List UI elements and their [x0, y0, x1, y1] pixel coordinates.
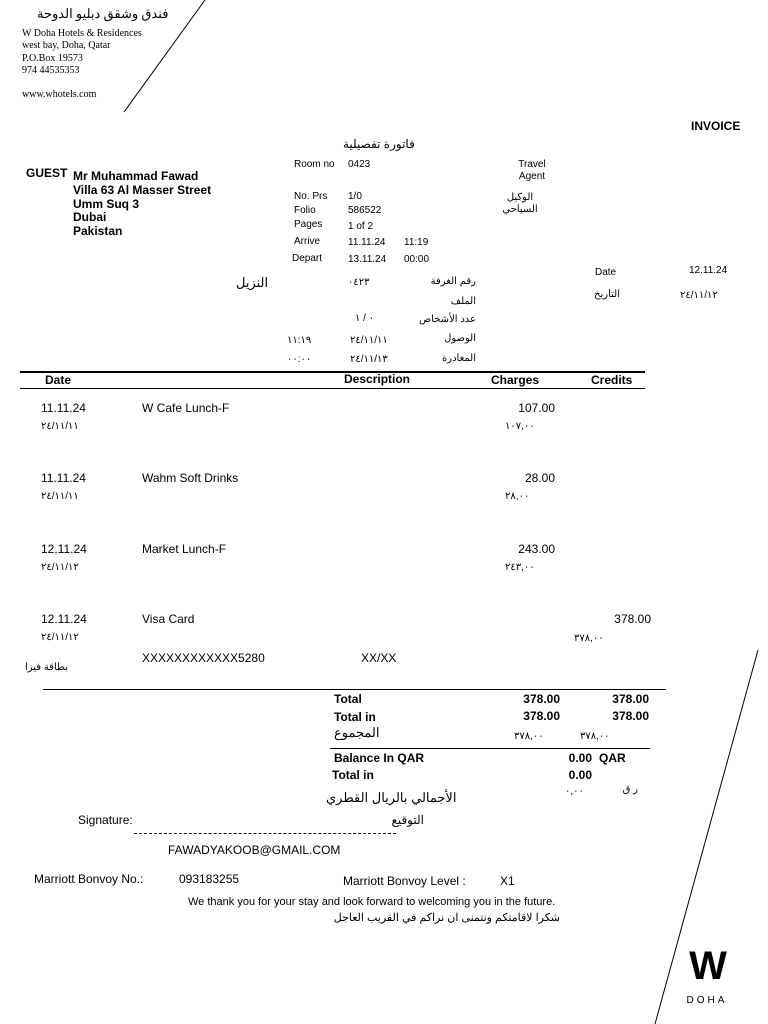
row-date: 11.11.24 [41, 401, 86, 415]
guest-address-line: Villa 63 Al Masser Street [73, 183, 212, 197]
persons-value-arabic: ٠ / ١ [355, 313, 375, 324]
row-credit-arabic: ٣٧٨,٠٠ [574, 633, 604, 644]
w-logo-city: DOHA [686, 995, 728, 1006]
row-description: Visa Card [142, 612, 195, 626]
persons-label-arabic: عدد الأشخاص [419, 314, 476, 325]
room-number: 0423 [348, 159, 371, 170]
row-date: 12.11.24 [41, 612, 87, 626]
total-in-label: Total in [334, 710, 376, 724]
depart-label: Depart [292, 253, 323, 264]
bonvoy-level-label: Marriott Bonvoy Level : [343, 874, 466, 888]
guest-label-arabic: النزيل [236, 275, 269, 290]
guest-address-line: Pakistan [73, 224, 123, 238]
depart-time-arabic: ٠٠:٠٠ [287, 354, 312, 365]
column-header-date: Date [45, 373, 72, 387]
total-in-credits: 378.00 [612, 709, 649, 723]
row-charge: 28.00 [524, 471, 555, 485]
balance-currency: QAR [599, 751, 626, 765]
thank-you-message-arabic: شكرا لاقامتكم ونتمنى ان نراكم في القريب العاجل [333, 912, 560, 924]
invoice-date: 12.11.24 [689, 265, 728, 276]
invoice-title-arabic: فاتورة تفصيلية [343, 137, 415, 151]
folio-label-arabic: الملف [450, 296, 476, 307]
row-description: Wahm Soft Drinks [142, 471, 239, 485]
pages-value: 1 of 2 [348, 221, 374, 232]
total-label: Total [334, 692, 362, 706]
hotel-pobox: P.O.Box 19573 [22, 53, 83, 64]
row-date-arabic: ٢٤/١١/١١ [41, 421, 79, 432]
w-logo-mark: W [689, 944, 725, 988]
travel-agent-label-arabic: الوكيل السياحي [502, 192, 538, 215]
invoice-date-arabic: ٢٤/١١/١٢ [680, 290, 718, 301]
balance-amount: 0.00 [568, 751, 592, 765]
persons-label: No. Prs [294, 191, 328, 202]
total-in-charges: 378.00 [523, 709, 560, 723]
bonvoy-number-label: Marriott Bonvoy No.: [34, 872, 144, 886]
date-label: Date [595, 267, 617, 278]
table-top-rule [20, 371, 645, 373]
room-label-arabic: رقم الغرفة [430, 276, 476, 287]
card-label-arabic: بطاقة فيزا [24, 662, 68, 673]
guest-name: Mr Muhammad Fawad [73, 169, 199, 183]
row-credit: 378.00 [614, 612, 651, 626]
row-date-arabic: ٢٤/١١/١٢ [41, 562, 79, 573]
row-charge-arabic: ١٠٧,٠٠ [505, 421, 535, 432]
total-label-arabic: المجموع [334, 725, 380, 740]
row-charge: 243.00 [518, 542, 555, 556]
row-charge-arabic: ٢٨,٠٠ [505, 491, 530, 502]
pages-label: Pages [294, 219, 323, 230]
total-charges-arabic: ٣٧٨,٠٠ [514, 731, 544, 742]
hotel-phone: 974 44535353 [22, 65, 80, 76]
invoice-title: INVOICE [691, 119, 741, 133]
persons-value: 1/0 [348, 191, 362, 202]
guest-label: GUEST [26, 166, 68, 180]
arrive-time: 11:19 [404, 237, 429, 248]
table-header-rule [20, 388, 645, 389]
row-date-arabic: ٢٤/١١/١١ [41, 491, 79, 502]
hotel-name: W Doha Hotels & Residences [22, 28, 142, 39]
balance-label-arabic: الأجمالي بالريال القطري [326, 790, 457, 805]
balance-currency-arabic: ر ق [622, 784, 638, 795]
card-number: XXXXXXXXXXXX5280 [142, 651, 265, 665]
depart-label-arabic: المغادرة [442, 353, 476, 364]
balance-label: Balance In QAR [334, 751, 425, 765]
guest-address-line: Umm Suq 3 [73, 197, 140, 211]
depart-date: 13.11.24 [348, 254, 387, 265]
row-description: W Cafe Lunch-F [142, 401, 230, 415]
row-description: Market Lunch-F [142, 542, 227, 556]
folio-label: Folio [294, 205, 316, 216]
row-date: 12.11.24 [41, 542, 87, 556]
depart-date-arabic: ٢٤/١١/١٣ [350, 354, 388, 365]
total-credits-arabic: ٣٧٨,٠٠ [580, 731, 610, 742]
hotel-name-arabic: فندق وشقق دبليو الدوحة [37, 6, 169, 21]
bonvoy-level: X1 [500, 874, 515, 888]
row-charge: 107.00 [518, 401, 555, 415]
guest-email: FAWADYAKOOB@GMAIL.COM [168, 843, 341, 857]
bonvoy-number: 093183255 [179, 872, 240, 886]
balance-total-amount: 0.00 [568, 768, 592, 782]
balance-rule [330, 748, 650, 749]
folio-number: 586522 [348, 205, 382, 216]
hotel-website: www.whotels.com [22, 89, 97, 100]
arrive-date: 11.11.24 [348, 237, 386, 248]
signature-label-arabic: التوقيع [391, 813, 424, 827]
depart-time: 00:00 [404, 254, 430, 265]
room-number-arabic: ٠٤٢٣ [348, 277, 370, 288]
row-charge-arabic: ٢٤٣,٠٠ [505, 562, 535, 573]
arrive-label-arabic: الوصول [444, 333, 476, 344]
arrive-time-arabic: ١١:١٩ [287, 335, 312, 346]
signature-line [134, 833, 396, 834]
total-charges: 378.00 [523, 692, 560, 706]
column-header-credits: Credits [591, 373, 633, 387]
totals-rule [43, 689, 666, 690]
travel-agent-label: Travel Agent [518, 159, 546, 182]
balance-total-label: Total in [332, 768, 374, 782]
room-label: Room no [294, 159, 335, 170]
signature-label: Signature: [78, 813, 133, 827]
thank-you-message: We thank you for your stay and look forward to welcoming you in the future. [188, 896, 556, 908]
arrive-date-arabic: ٢٤/١١/١١ [350, 335, 388, 346]
guest-address-line: Dubai [73, 210, 107, 224]
date-label-arabic: التاريخ [594, 289, 620, 300]
column-header-description: Description [344, 372, 411, 386]
arrive-label: Arrive [294, 236, 321, 247]
balance-amount-arabic: ٠,٠٠ [565, 786, 584, 797]
column-header-charges: Charges [491, 373, 540, 387]
hotel-address: west bay, Doha, Qatar [22, 40, 111, 51]
card-expiry: XX/XX [361, 651, 397, 665]
total-credits: 378.00 [612, 692, 649, 706]
row-date: 11.11.24 [41, 471, 86, 485]
row-date-arabic: ٢٤/١١/١٢ [41, 632, 79, 643]
